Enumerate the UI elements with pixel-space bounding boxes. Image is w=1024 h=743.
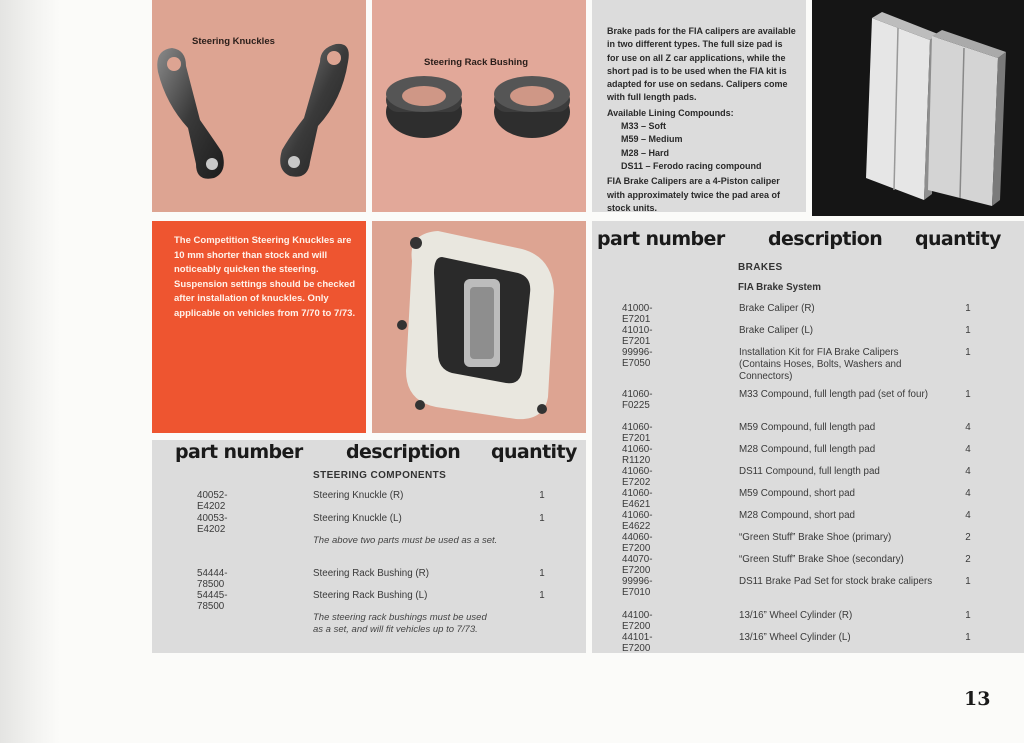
description-cell: Brake Caliper (L) [739,325,814,336]
part-number-cell: 44101-E7200 [622,632,653,654]
steering-quantity-header: quantity [491,441,577,463]
compound-item: DS11 – Ferodo racing compound [621,160,762,171]
steering-section-title: STEERING COMPONENTS [313,470,447,481]
part-number-cell: 41060-F0225 [622,389,653,411]
competition-knuckles-info-text: The Competition Steering Knuckles are 10 mm shorter than stock and will noticeably quicken the steering. Suspension settings should be checked after installation of knuckles. Only applicable on vehicles from 7/70 to 7/73. [174,235,356,319]
steering-knuckles-photo-panel [152,0,366,212]
steering-part-number-header: part number [175,441,303,463]
compound-item: M28 – Hard [621,147,670,158]
brakes-description-header: description [768,228,883,250]
brake-pads-photo-panel [812,0,1024,216]
description-cell: 13/16” Wheel Cylinder (R) [739,610,853,621]
fia-caliper-illustration [372,221,586,433]
steering-description-header: description [346,441,461,463]
brake-pads-paragraph: Brake pads for the FIA calipers are available in two different types. The full size pad is for use on all Z car applications, while the short pad is to be used when the FIA kit is adapted for use on sedans. Calipers come with full length pads. [607,26,796,103]
fia-caliper-photo-panel [372,221,586,433]
quantity-cell: 1 [965,303,971,314]
quantity-cell: 1 [539,513,545,524]
part-number-cell: 41060-E7202 [622,466,653,488]
description-cell: Steering Knuckle (R) [313,490,404,501]
quantity-cell: 1 [539,568,545,579]
compound-item: M59 – Medium [621,134,683,145]
part-number-cell: 41010-E7201 [622,325,653,347]
part-number-cell: 44060-E7200 [622,532,653,554]
description-cell: M59 Compound, short pad [739,488,855,499]
part-number-cell: 54445-78500 [197,590,228,612]
description-cell: DS11 Brake Pad Set for stock brake calipers [739,576,933,587]
description-cell: M28 Compound, short pad [739,510,855,521]
quantity-cell: 4 [965,422,971,433]
quantity-cell: 4 [965,510,971,521]
description-cell: M59 Compound, full length pad [739,422,876,433]
part-number-cell: 40053-E4202 [197,513,228,535]
description-cell: Steering Knuckle (L) [313,513,402,524]
brake-pads-illustration [812,0,1024,216]
part-number-cell: 41060-E4621 [622,488,653,510]
quantity-cell: 4 [965,488,971,499]
quantity-cell: 4 [965,466,971,477]
quantity-cell: 1 [965,347,971,358]
quantity-cell: 1 [965,632,971,643]
quantity-cell: 1 [965,610,971,621]
quantity-cell: 1 [965,389,971,400]
description-cell: “Green Stuff” Brake Shoe (secondary) [739,554,904,565]
part-number-cell: 41060-E7201 [622,422,653,444]
part-number-cell: 44070-E7200 [622,554,653,576]
steering-knuckles-illustration [152,0,366,212]
steering-rack-bushing-caption: Steering Rack Bushing [424,57,528,68]
part-number-cell: 41060-E4622 [622,510,653,532]
steering-rack-bushing-illustration [372,0,586,212]
description-cell: “Green Stuff” Brake Shoe (primary) [739,532,892,543]
description-cell: 13/16” Wheel Cylinder (L) [739,632,851,643]
steering-knuckles-caption: Steering Knuckles [192,36,275,47]
quantity-cell: 1 [539,490,545,501]
quantity-cell: 4 [965,444,971,455]
part-number-cell: 40052-E4202 [197,490,228,512]
table-note: The above two parts must be used as a set. [313,535,498,546]
part-number-cell: 99996-E7050 [622,347,653,369]
fia-brake-system-subtitle: FIA Brake System [738,282,821,293]
brakes-section-title: BRAKES [738,262,783,273]
description-cell: Brake Caliper (R) [739,303,815,314]
description-cell: Installation Kit for FIA Brake Calipers (Contains Hoses, Bolts, Washers and Connectors) [739,347,902,382]
quantity-cell: 2 [965,554,971,565]
compound-item: M33 – Soft [621,121,667,132]
part-number-cell: 99996-E7010 [622,576,653,598]
page-number: 13 [964,688,991,710]
part-number-cell: 41000-E7201 [622,303,653,325]
brakes-quantity-header: quantity [915,228,1001,250]
description-cell: M28 Compound, full length pad [739,444,876,455]
part-number-cell: 44100-E7200 [622,610,653,632]
quantity-cell: 1 [965,576,971,587]
table-note: The steering rack bushings must be used as a set, and will fit vehicles up to 7/73. [313,612,487,635]
quantity-cell: 1 [965,325,971,336]
compounds-title: Available Lining Compounds: [607,107,734,118]
description-cell: DS11 Compound, full length pad [739,466,880,477]
steering-rack-bushing-photo-panel [372,0,586,212]
description-cell: Steering Rack Bushing (L) [313,590,428,601]
part-number-cell: 41060-R1120 [622,444,653,466]
description-cell: Steering Rack Bushing (R) [313,568,429,579]
fia-calipers-paragraph: FIA Brake Calipers are a 4-Piston caliper with approximately twice the pad area of stock units. [607,176,781,213]
brakes-part-number-header: part number [597,228,725,250]
page-spine-shadow [0,0,60,743]
part-number-cell: 54444-78500 [197,568,228,590]
quantity-cell: 2 [965,532,971,543]
brake-pads-info-text [607,25,797,217]
quantity-cell: 1 [539,590,545,601]
description-cell: M33 Compound, full length pad (set of four) [739,389,928,400]
